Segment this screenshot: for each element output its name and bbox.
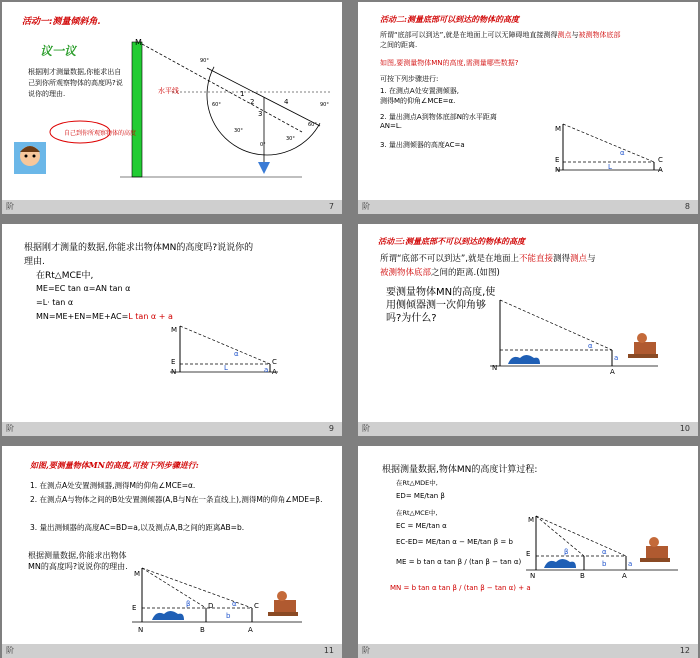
page-number: 8 [684, 202, 690, 211]
fig-label-C: C [658, 156, 663, 164]
step-1b: 测得M的仰角∠MCE=α. [380, 97, 456, 105]
footer-label: 阶 [6, 202, 14, 211]
slide-10 [358, 224, 698, 436]
footer-label: 阶 [362, 424, 370, 433]
degree-label: 90° [320, 102, 329, 108]
step-1: 1. 在测点A处安置测倾器,测得M的仰角∠MCE=α. [30, 481, 196, 490]
definition-line: 所谓“底部可以到达”,就是在地面上可以无障碍地直接测得测点与被测物体底部 [380, 31, 621, 39]
fig-label-M: M [528, 516, 535, 524]
slide-footer [358, 644, 698, 658]
banner: 议一议 [40, 44, 77, 58]
slide-footer [2, 422, 342, 436]
bubble-text: 自己到你所观察物体的高度 [64, 130, 137, 137]
fig-label-b: b [602, 560, 607, 568]
step-3: 3. 量出测倾器的高度AC=a [380, 141, 465, 149]
fig-label-E: E [555, 156, 560, 164]
student-avatar [14, 142, 46, 174]
degree-label: 0° [260, 142, 266, 148]
fig-label-N: N [171, 368, 177, 376]
fig-label-N: N [138, 626, 144, 634]
page-number: 11 [323, 646, 334, 655]
fig-label-M: M [171, 326, 178, 334]
solution-line-2: ME=EC tan α=AN tan α [36, 284, 131, 293]
fig-label-L: L [608, 163, 612, 171]
fig-label-C: C [272, 358, 277, 366]
page-number: 7 [328, 202, 334, 211]
fig-label-beta: β [564, 548, 569, 556]
angle-3: 3 [258, 110, 263, 118]
slide-7-figure [2, 2, 342, 214]
formula-7: MN = b tan α tan β / (tan β − tan α) + a [390, 584, 531, 592]
slide-8 [358, 2, 698, 214]
fig-label-E: E [132, 604, 137, 612]
definition-line-2: 被测物体底部之间的距离.(如图) [380, 268, 500, 278]
body-text: 根据刚才测量数据,你能求出自己到你所观察物体的高度吗?说说你的理由. [28, 68, 123, 98]
page-number: 10 [679, 424, 690, 433]
fig-label-A: A [622, 572, 627, 580]
slide-11 [2, 446, 342, 658]
fig-label-alpha: α [620, 149, 625, 157]
fig-label-M: M [134, 570, 141, 578]
footer-label: 阶 [6, 424, 14, 433]
fig-label-A: A [610, 368, 615, 376]
fig-label-alpha: α [588, 342, 593, 350]
slide-title: 活动二:测量底部可以到达的物体的高度 [380, 14, 519, 24]
fig-label-alpha: α [602, 548, 607, 556]
fig-label-b: b [226, 612, 231, 620]
degree-label: 60° [212, 102, 221, 108]
definition-line: 所谓“底部不可以到达”,就是在地面上不能直接测得测点与 [380, 254, 596, 264]
step-1: 1. 在测点A处安置测倾器, [380, 87, 459, 95]
surveyor-figure [640, 537, 670, 562]
fig-label-E: E [171, 358, 176, 366]
label-M: M [135, 38, 142, 47]
solution-line-3: =L· tan α [36, 298, 74, 307]
step-2: 2. 量出测点A到物体底部N的水平距离 [380, 113, 497, 121]
question: 如图,要测量物体MN的高度,需测量哪些数据? [380, 59, 519, 67]
fig-label-a: a [614, 354, 619, 362]
water-shape [544, 559, 576, 568]
footer-label: 阶 [362, 646, 370, 655]
formula-3: 在Rt△MCE中, [396, 509, 438, 517]
solution-line-1: 在Rt△MCE中, [36, 271, 94, 281]
slide-title: 根据测量数据,物体MN的高度计算过程: [382, 465, 538, 475]
formula-6: ME = b tan α tan β / (tan β − tan α) [396, 558, 522, 566]
formula-5: EC-ED= ME/tan α − ME/tan β = b [396, 538, 513, 546]
angle-2: 2 [250, 98, 255, 106]
water-shape [152, 611, 184, 620]
slide-title: 活动三:测量底部不可以到达的物体的高度 [378, 236, 525, 246]
slide-10-figure [358, 224, 698, 436]
degree-label: 60° [308, 122, 317, 128]
fig-label-a: a [628, 560, 633, 568]
fig-label-L: L [224, 364, 228, 372]
fig-label-A: A [658, 166, 663, 174]
page-number: 12 [679, 646, 690, 655]
fig-label-beta: β [186, 600, 191, 608]
fig-label-M: M [555, 125, 562, 133]
step-2: 2. 在测点A与物体之间的B处安置测倾器(A,B与N在一条直线上),测得M的仰角∠MDE=β. [30, 495, 323, 504]
question-line-1: 根据刚才测量的数据,你能求出物体MN的高度吗?说说你的 [24, 243, 254, 253]
footer-label: 阶 [6, 646, 14, 655]
steps-title: 可按下列步骤进行: [380, 75, 439, 83]
slide-title: 如图,要测量物体MN的高度,可按下列步骤进行: [30, 460, 199, 470]
fig-label-alpha: α [232, 600, 237, 608]
slide-footer [358, 422, 698, 436]
slide-7 [2, 2, 342, 214]
slide-8-figure [358, 2, 698, 214]
fig-label-A: A [248, 626, 253, 634]
fig-label-N: N [492, 364, 498, 372]
degree-label: 30° [234, 128, 243, 134]
water-shape [508, 355, 540, 364]
fig-label-N: N [530, 572, 536, 580]
label-horizontal: 水平线 [158, 87, 179, 95]
degree-label: 90° [200, 58, 209, 64]
fig-label-E: E [526, 550, 531, 558]
definition-line-end: 之间的距离. [380, 41, 418, 49]
surveyor-figure [628, 333, 658, 358]
question: 根据测量数据,你能求出物体MN的高度吗?说说你的理由. [28, 551, 128, 571]
fig-label-B: B [200, 626, 205, 634]
footer-label: 阶 [362, 202, 370, 211]
fig-label-C: C [254, 602, 259, 610]
question-line-2: 理由. [24, 257, 45, 267]
slide-12 [358, 446, 698, 658]
surveyor-figure [268, 591, 298, 616]
angle-1: 1 [240, 90, 245, 98]
slide-footer [2, 644, 342, 658]
slide-title: 活动一:测量倾斜角. [22, 17, 101, 27]
fig-label-A: A [272, 368, 277, 376]
formula-1: 在Rt△MDE中, [396, 479, 438, 487]
question: 要测量物体MN的高度,使用侧倾器测一次仰角够吗?为什么? [386, 287, 496, 324]
slide-11-figure [2, 446, 342, 658]
solution-line-4: MN=ME+EN=ME+AC=L tan α + a [36, 312, 173, 321]
step-3: 3. 量出测倾器的高度AC=BD=a,以及测点A,B之间的距离AB=b. [30, 523, 245, 532]
fig-label-alpha: α [234, 350, 239, 358]
fig-label-B: B [580, 572, 585, 580]
fig-label-a: a [264, 366, 269, 374]
fig-label-N: N [555, 166, 561, 174]
slide-footer [2, 200, 342, 214]
formula-2: ED= ME/tan β [396, 492, 445, 500]
fig-label-D: D [208, 602, 214, 610]
slide-footer [358, 200, 698, 214]
degree-label: 30° [286, 136, 295, 142]
formula-4: EC = ME/tan α [396, 522, 447, 530]
page-number: 9 [328, 424, 334, 433]
slide-9 [2, 224, 342, 436]
angle-4: 4 [284, 98, 289, 106]
step-2b: AN=L. [380, 122, 403, 130]
